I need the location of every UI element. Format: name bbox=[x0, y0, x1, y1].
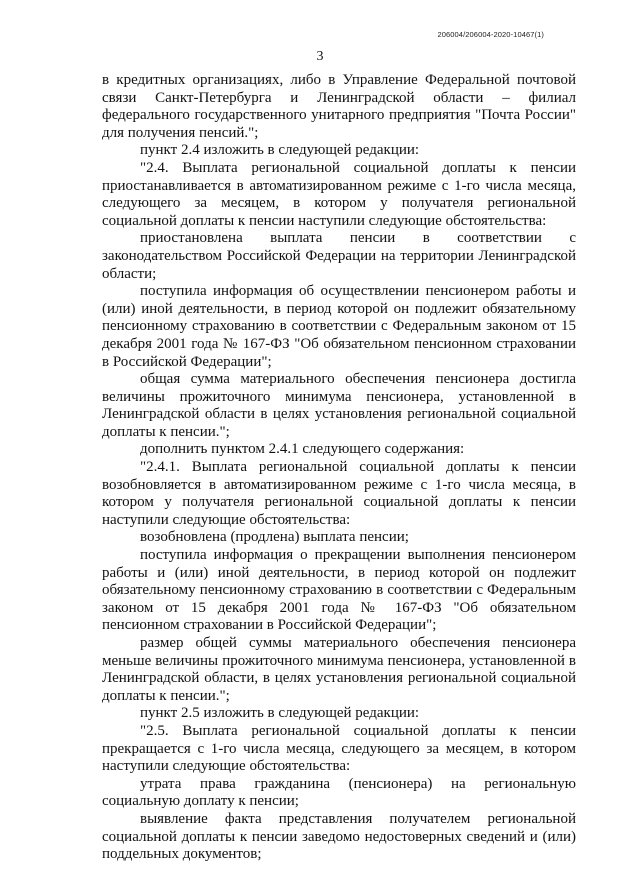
paragraph: поступила информация о прекращении выполнения пенсионером работы и (или) иной деятельности, в период которой он подлежит обязательному пенсионному страхованию в соответствии с Федеральным законом от 15 декабря 2001 года № 167-ФЗ "Об обязательном пенсионном страховании в Российской Федерации"; bbox=[102, 547, 576, 634]
paragraph: выявление факта представления получателем региональной социальной доплаты к пенсии заведомо недостоверных сведений и (или) поддельных документов; bbox=[102, 810, 576, 863]
paragraph: размер общей суммы материального обеспечения пенсионера меньше величины прожиточного минимума пенсионера, установленной в Ленинградской области, в целях установления региональной социальной доплаты к пенсии."; bbox=[102, 635, 576, 704]
document-body bbox=[102, 72, 576, 864]
paragraph: пункт 2.5 изложить в следующей редакции: bbox=[140, 705, 420, 722]
paragraph: общая сумма материального обеспечения пенсионера достигла величины прожиточного минимума пенсионера, установленной в Ленинградской области в целях установления региональной социальной доплаты к пенсии."; bbox=[102, 371, 576, 440]
paragraph: "2.4.1. Выплата региональной социальной доплаты к пенсии возобновляется в автоматизированном режиме с 1-го числа месяца, в котором у получателя региональной социальной доплаты к пенсии наступили следующие обстоятельства: bbox=[102, 459, 576, 528]
paragraph: поступила информация об осуществлении пенсионером работы и (или) иной деятельности, в период которой он подлежит обязательному пенсионному страхованию в соответствии с Федеральным законом от 15 декабря 2001 года № 167-ФЗ "Об обязательном пенсионном страховании в Российской Федерации"; bbox=[102, 283, 576, 370]
document-id: 206004/206004-2020-10467(1) bbox=[437, 30, 544, 39]
paragraph: пункт 2.4 изложить в следующей редакции: bbox=[140, 142, 420, 159]
paragraph: приостановлена выплата пенсии в соответствии с законодательством Российской Федерации на территории Ленинградской области; bbox=[102, 230, 576, 282]
page-number: 3 bbox=[316, 49, 324, 64]
paragraph: "2.4. Выплата региональной социальной доплаты к пенсии приостанавливается в автоматизированном режиме с 1-го числа месяца, следующего за месяцем, в котором у получателя региональной социальной доплаты к пенсии наступили следующие обстоятельства: bbox=[102, 159, 576, 229]
paragraph: "2.5. Выплата региональной социальной доплаты к пенсии прекращается с 1-го числа месяца, следующего за месяцем, в котором наступили следующие обстоятельства: bbox=[102, 722, 576, 775]
paragraph: в кредитных организациях, либо в Управление Федеральной почтовой связи Санкт-Петербурга и Ленинградской области – филиал федерального государственного унитарного предприятия "Почта России" для получения пенсий."; bbox=[102, 72, 576, 141]
paragraph: возобновлена (продлена) выплата пенсии; bbox=[140, 529, 409, 546]
paragraph: утрата права гражданина (пенсионера) на региональную социальную доплату к пенсии; bbox=[102, 775, 576, 810]
paragraph: дополнить пунктом 2.4.1 следующего содержания: bbox=[140, 441, 465, 458]
